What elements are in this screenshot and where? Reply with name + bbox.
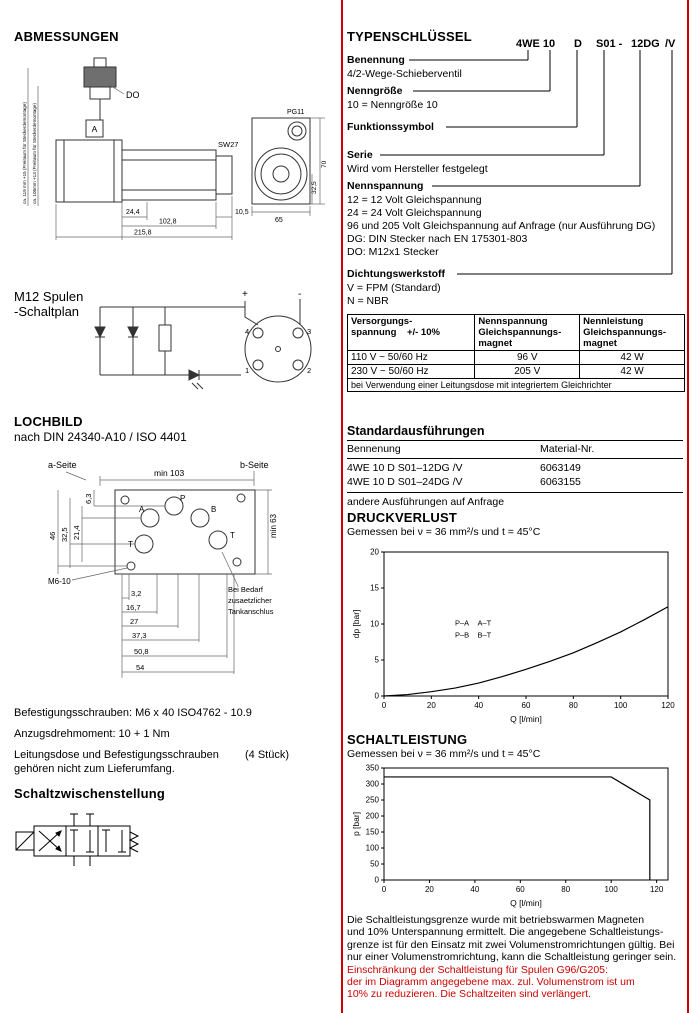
coil-circuit-diagram: [85, 283, 333, 395]
header-line: magnet: [478, 338, 513, 349]
dim-16-7: 16,7: [126, 603, 141, 612]
x-tick-label: 100: [604, 885, 618, 894]
x-tick-label: 120: [661, 701, 675, 710]
x-tick-label: 100: [613, 701, 628, 710]
y-axis-label: dp [bar]: [351, 609, 361, 639]
freiraum-note-2: ca. 106mm +13 (Freiraum für Steckerdemontage): [32, 103, 37, 204]
label-minus: -: [298, 289, 302, 300]
supply-voltage-table: [347, 314, 685, 392]
y-tick-label: 15: [370, 583, 379, 593]
section-title-abmessungen: ABMESSUNGEN: [14, 29, 119, 44]
dichtung-line-1: V = FPM (Standard): [347, 282, 441, 294]
x-tick-label: 80: [561, 885, 571, 894]
std-table-note: andere Ausführungen auf Anfrage: [347, 496, 505, 508]
dim-32-5-loch: 32,5: [60, 527, 69, 542]
section-title-schaltleistung: SCHALTLEISTUNG: [347, 732, 468, 747]
voltage-header-versorgung: [348, 315, 475, 351]
std-header-material-nr: Material-Nr.: [540, 443, 595, 455]
port-a-label: A: [139, 505, 145, 514]
section-title-typenschluessel: TYPENSCHLÜSSEL: [347, 29, 472, 44]
note-befestigungsschrauben: Befestigungsschrauben: M6 x 40 ISO4762 - 10.9: [14, 707, 252, 719]
port-b-label: B: [211, 505, 217, 514]
x-tick-label: 120: [649, 885, 664, 894]
nennspannung-line-2: 24 = 24 Volt Gleichspannung: [347, 207, 482, 219]
nennspannung-line-4: DG: DIN Stecker nach EN 175301-803: [347, 233, 528, 245]
dimensions-drawing: [14, 46, 336, 284]
port-t-right-label: T: [230, 531, 235, 540]
circuit-diodes: [95, 327, 203, 389]
type-code-seg-4: 12DG: [631, 38, 660, 50]
header-line: Gleichspannungs-: [583, 327, 667, 338]
section-title-lochbild: LOCHBILD: [14, 414, 83, 429]
x-tick-label: 80: [568, 701, 578, 710]
std-table-rule-top: [347, 440, 683, 441]
cell-power-42a: 42 W: [580, 351, 685, 365]
std-table-rule-mid: [347, 458, 683, 459]
dim-54: 54: [136, 663, 145, 672]
dim-min-103: min 103: [154, 468, 185, 478]
label-dichtungswerkstoff: Dichtungswerkstoff: [347, 268, 446, 280]
y-tick-label: 300: [365, 779, 379, 789]
pin-2-label: 2: [307, 366, 312, 375]
dim-21-4: 21,4: [72, 525, 81, 540]
m12-connector-face: [245, 316, 311, 382]
valve-symbol-drawing: [14, 802, 184, 874]
y-tick-label: 0: [374, 691, 379, 701]
x-tick-label: 20: [424, 885, 434, 894]
footer-line-1: Die Schaltleistungsgrenze wurde mit betriebswarmen Magneten: [347, 914, 645, 926]
dim-46: 46: [48, 531, 57, 540]
y-tick-label: 20: [370, 547, 379, 557]
label-funktionssymbol: Funktionssymbol: [347, 121, 434, 133]
dim-24-4: 24,4: [126, 209, 140, 216]
spulenplan-title-line1: M12 Spulen: [14, 289, 84, 304]
header-line: spannung +/- 10%: [351, 327, 440, 338]
x-tick-label: 60: [515, 885, 525, 894]
type-code-seg-1: 4WE 10: [516, 38, 556, 50]
dim-50-8: 50,8: [134, 647, 149, 656]
header-line: Gleichspannungs-: [478, 327, 562, 338]
note-lieferumfang-1: Leitungsdose und Befestigungsschrauben: [14, 749, 219, 761]
type-code-seg-2: D: [574, 38, 582, 50]
voltage-table-row-110: [348, 351, 685, 365]
dim-65: 65: [275, 217, 283, 224]
label-a: A: [91, 124, 98, 134]
freiraum-note-1: ca. 119 mm +15 (Freiraum für Steckerdemontage): [22, 102, 27, 204]
header-line: magnet: [583, 338, 617, 349]
hole-pattern-drawing: [14, 446, 328, 704]
y-tick-label: 0: [374, 875, 379, 885]
voltage-table-row-230: [348, 365, 685, 379]
cell-nominal-96: 96 V: [475, 351, 580, 365]
y-tick-label: 200: [365, 811, 379, 821]
note-lieferumfang-2: gehören nicht zum Lieferumfang.: [14, 763, 175, 775]
dim-37-3: 37,3: [132, 631, 147, 640]
note-stueckzahl: (4 Stück): [245, 749, 290, 761]
type-code-seg-3: S01 -: [596, 38, 623, 50]
section-title-druckverlust: DRUCKVERLUST: [347, 510, 458, 525]
section-title-schaltzwischenstellung: Schaltzwischenstellung: [14, 786, 166, 801]
x-tick-label: 20: [426, 701, 436, 710]
port-p-label: P: [180, 494, 186, 503]
dichtung-line-2: N = NBR: [347, 295, 389, 307]
chart-annotation: P–B B–T: [455, 630, 492, 640]
footer-line-2: und 10% Unterspannung ermittelt. Die angegebene Schaltleistungs-: [347, 926, 664, 939]
std-row1-material: 6063149: [540, 462, 581, 474]
y-tick-label: 5: [374, 655, 379, 665]
voltage-table-footnote: bei Verwendung einer Leitungsdose mit integriertem Gleichrichter: [348, 379, 685, 392]
footer-note-block: [347, 914, 689, 1001]
dim-27: 27: [130, 617, 139, 626]
std-header-bennenung: Bennenung: [347, 443, 401, 455]
type-code-seg-5: /V: [665, 38, 676, 50]
nennspannung-line-3: 96 und 205 Volt Gleichspannung auf Anfrage (nur Ausführung DG): [347, 220, 656, 232]
lochbild-subtitle: nach DIN 24340-A10 / ISO 4401: [14, 430, 187, 444]
nennspannung-line-1: 12 = 12 Volt Gleichspannung: [347, 194, 482, 206]
nennspannung-line-5: DO: M12x1 Stecker: [347, 246, 439, 258]
std-row1-name: 4WE 10 D S01–12DG /V: [347, 462, 463, 474]
text-nenngroesse: 10 = Nenngröße 10: [347, 99, 438, 111]
note-anzugsdrehmoment: Anzugsdrehmoment: 10 + 1 Nm: [14, 728, 170, 740]
section-title-standardausfuehrungen: Standardausführungen: [347, 424, 485, 438]
label-pg11: PG11: [287, 109, 305, 116]
x-axis-label: Q [l/min]: [510, 898, 542, 908]
label-plus: +: [242, 289, 248, 300]
voltage-table-footnote-row: [348, 379, 685, 392]
footer-line-7-red: 10% zu reduzieren. Die Schaltzeiten sind verlängert.: [347, 988, 591, 1001]
std-row2-material: 6063155: [540, 476, 581, 488]
header-line: Nennleistung: [583, 316, 644, 327]
x-tick-label: 40: [474, 701, 484, 710]
header-line: Versorgungs-: [351, 316, 413, 327]
pin-1-label: 1: [245, 366, 250, 375]
cell-supply-230: 230 V ~ 50/60 Hz: [348, 365, 475, 379]
chart-frame: [384, 552, 668, 696]
label-serie: Serie: [347, 149, 373, 161]
x-tick-label: 60: [521, 701, 531, 710]
y-axis-label: p [bar]: [351, 811, 361, 837]
label-do: DO: [126, 90, 140, 100]
label-m6-10: M6-10: [48, 577, 71, 586]
tank-note-line-1: Bei Bedarf: [228, 585, 264, 594]
dim-3-2: 3,2: [131, 589, 142, 598]
footer-line-3: grenze ist für den Einsatz mit zwei Volumenstromrichtungen gültig. Bei: [347, 938, 675, 951]
header-line: Nennspannung: [478, 316, 548, 327]
y-tick-label: 50: [370, 859, 379, 869]
dim-6-3: 6,3: [84, 493, 93, 504]
switching-capacity-chart: [350, 760, 682, 910]
dim-min-63: min 63: [269, 513, 278, 538]
y-tick-label: 150: [365, 827, 379, 837]
spulenplan-title-line2: -Schaltplan: [14, 304, 80, 319]
cell-power-42b: 42 W: [580, 365, 685, 379]
schaltleistung-subtitle: Gemessen bei ν = 36 mm²/s und t = 45°C: [347, 748, 541, 760]
y-tick-label: 100: [365, 843, 379, 853]
x-tick-label: 0: [381, 701, 387, 710]
footer-line-5-red: Einschränkung der Schaltleistung für Spulen G96/G205:: [347, 963, 608, 976]
footer-line-4: nur einer Volumenstromrichtung, kann die Schaltleistung geringer sein.: [347, 951, 677, 964]
pin-3-label: 3: [307, 327, 312, 336]
text-benennung: 4/2-Wege-Schieberventil: [347, 68, 462, 80]
druckverlust-subtitle: Gemessen bei ν = 36 mm²/s und t = 45°C: [347, 526, 541, 538]
dim-215-8: 215,8: [134, 229, 152, 237]
std-table-rule-bottom: [347, 492, 683, 493]
label-benennung: Benennung: [347, 54, 405, 66]
chart-curve: [384, 777, 650, 880]
dim-10-5: 10,5: [235, 209, 249, 216]
label-nennspannung: Nennspannung: [347, 180, 424, 192]
cell-supply-110: 110 V ~ 50/60 Hz: [348, 351, 475, 365]
label-a-seite: a-Seite: [48, 460, 77, 470]
column-divider-line: [341, 0, 343, 1013]
pressure-loss-chart: [350, 544, 682, 726]
label-sw27: SW27: [218, 140, 239, 149]
label-nenngroesse: Nenngröße: [347, 85, 403, 97]
dim-102-8: 102,8: [159, 218, 177, 226]
std-row2-name: 4WE 10 D S01–24DG /V: [347, 476, 463, 488]
valve-symbol: [16, 814, 138, 866]
valve-end-view: [252, 118, 310, 204]
chart-annotation: P–A A–T: [455, 618, 492, 628]
text-serie: Wird vom Hersteller festgelegt: [347, 163, 488, 175]
x-axis-label: Q [l/min]: [510, 714, 542, 724]
footer-line-6-red: der im Diagramm angegebene max. zul. Volumenstrom ist um: [347, 976, 635, 989]
cell-nominal-205: 205 V: [475, 365, 580, 379]
voltage-header-nennspannung: [475, 315, 580, 351]
pin-4-label: 4: [245, 327, 250, 336]
chart-curve: [384, 607, 668, 696]
valve-side-view: [56, 58, 232, 202]
voltage-table-header-row: [348, 315, 685, 351]
tank-note-line-2: zusaetzlicher: [228, 596, 272, 605]
y-tick-label: 350: [365, 763, 379, 773]
x-tick-label: 0: [381, 885, 387, 894]
tank-note-line-3: Tankanschlus: [228, 607, 274, 616]
x-tick-label: 40: [470, 885, 480, 894]
y-tick-label: 10: [370, 619, 379, 629]
label-b-seite: b-Seite: [240, 460, 269, 470]
voltage-header-nennleistung: [580, 315, 685, 351]
dim-32-5: 32,5: [311, 181, 318, 194]
dim-70: 70: [321, 160, 328, 168]
port-t-left-label: T: [128, 540, 133, 549]
y-tick-label: 250: [365, 795, 379, 805]
